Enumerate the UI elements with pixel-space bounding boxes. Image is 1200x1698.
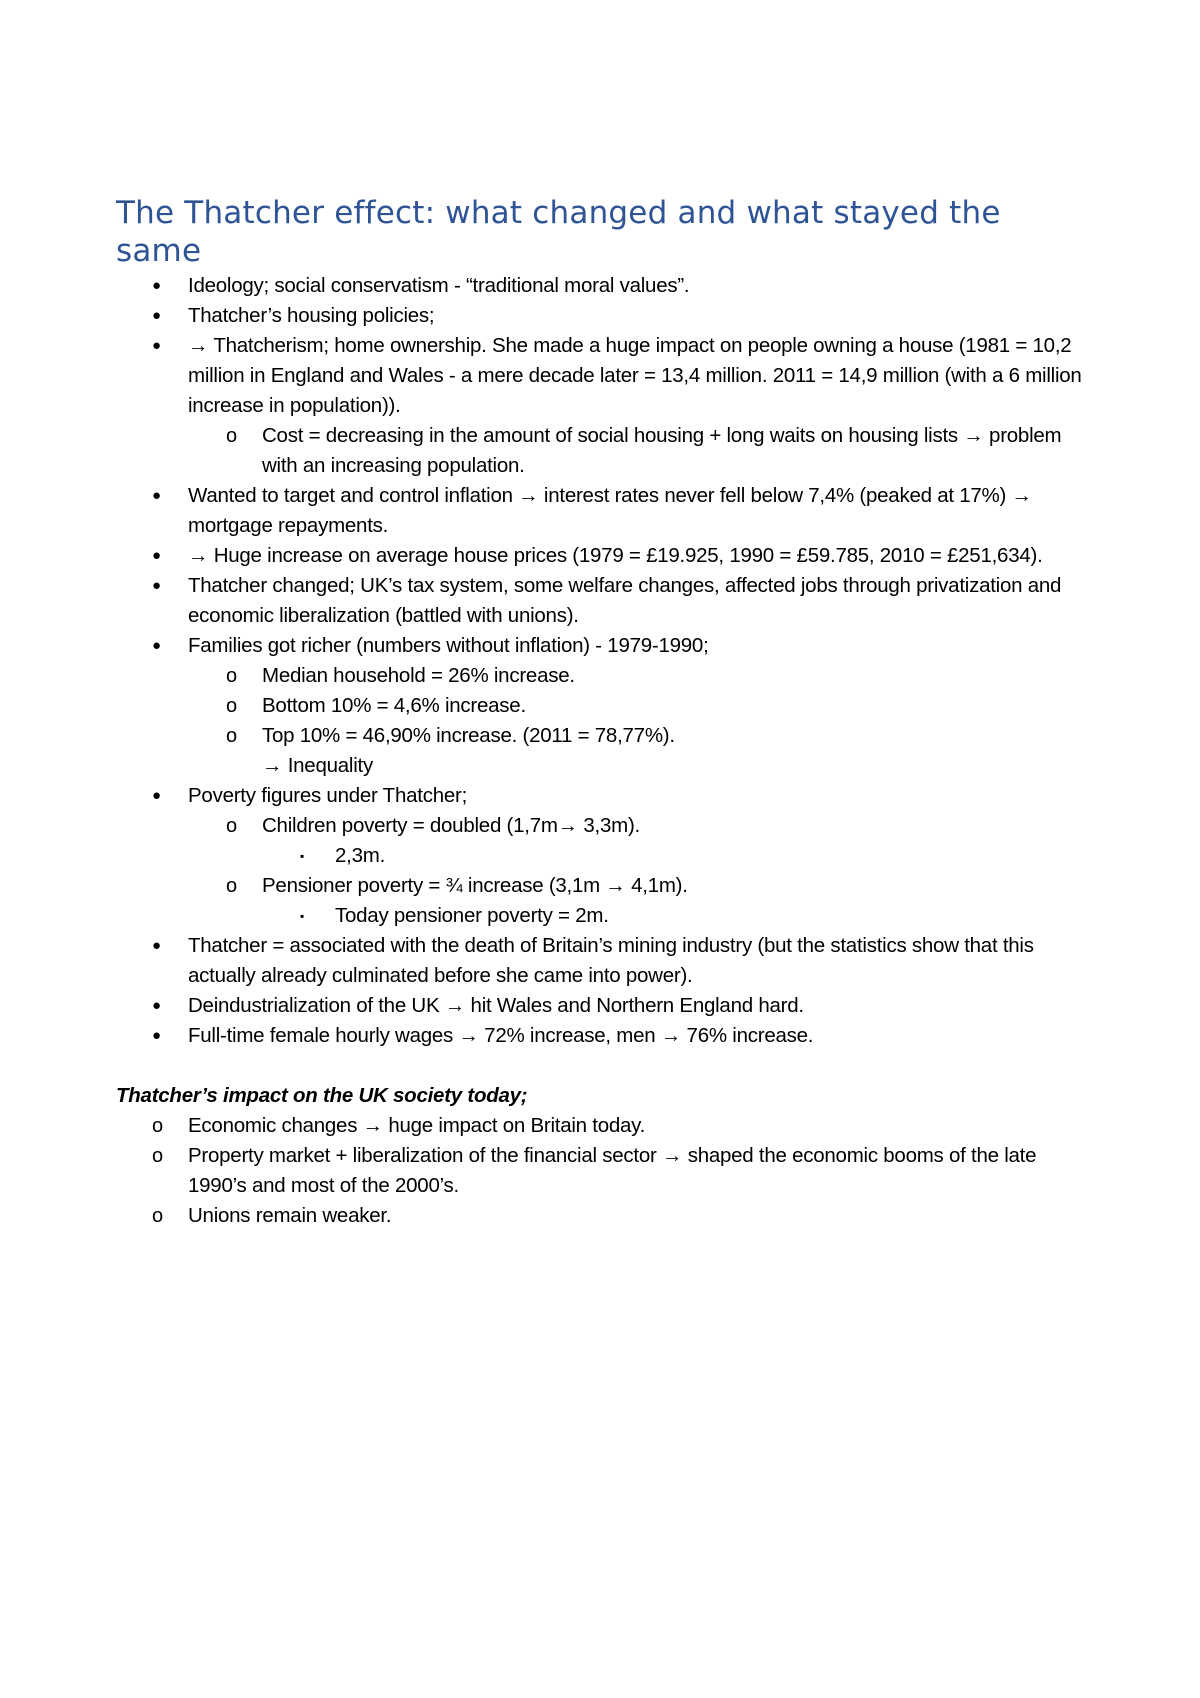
bullet-icon: ● bbox=[152, 307, 161, 324]
sub-list-item: o Pensioner poverty = ¾ increase (3,1m → 4,1m). bbox=[0, 871, 1200, 901]
list-item: ● Ideology; social conservatism - “traditional moral values”. bbox=[0, 271, 1200, 301]
sub-list-item: o Median household = 26% increase. bbox=[0, 661, 1200, 691]
sub-list-item: o Cost = decreasing in the amount of social housing + long waits on housing lists → problem with an increasing population. bbox=[0, 421, 1200, 481]
section-heading: Thatcher’s impact on the UK society today; bbox=[116, 1084, 528, 1107]
bullet-icon: ● bbox=[152, 577, 161, 594]
circle-bullet-icon: o bbox=[226, 725, 237, 747]
bullet-icon: ● bbox=[152, 487, 161, 504]
circle-bullet-icon: o bbox=[226, 815, 237, 837]
sub-list-item: o Children poverty = doubled (1,7m→ 3,3m). bbox=[0, 811, 1200, 841]
circle-bullet-icon: o bbox=[226, 425, 237, 447]
list-item: ● → Thatcherism; home ownership. She made a huge impact on people owning a house (1981 = 10,2 million in England and Wales - a mere decade later = 13,4 million. 2011 = 14,9 million (with a 6 million increase in population)). bbox=[0, 331, 1200, 421]
sub-sub-list-item: ▪ Today pensioner poverty = 2m. bbox=[0, 901, 1200, 931]
page-title: The Thatcher effect: what changed and what stayed the same bbox=[116, 195, 1001, 269]
bullet-icon: ● bbox=[152, 637, 161, 654]
bullet-icon: ● bbox=[152, 337, 161, 354]
impact-list-item: o Economic changes → huge impact on Britain today. bbox=[0, 1111, 1200, 1141]
paragraph-spacer bbox=[0, 1051, 1200, 1081]
square-bullet-icon: ▪ bbox=[300, 849, 305, 863]
bullet-icon: ● bbox=[152, 1027, 161, 1044]
list-item: ● Full-time female hourly wages → 72% increase, men → 76% increase. bbox=[0, 1021, 1200, 1051]
bullet-icon: ● bbox=[152, 787, 161, 804]
square-bullet-icon: ▪ bbox=[300, 909, 305, 923]
circle-bullet-icon: o bbox=[226, 875, 237, 897]
sub-sub-list-item: ▪ 2,3m. bbox=[0, 841, 1200, 871]
bullet-icon: ● bbox=[152, 997, 161, 1014]
bullet-icon: ● bbox=[152, 277, 161, 294]
sub-list-item: o Bottom 10% = 4,6% increase. bbox=[0, 691, 1200, 721]
list-item: ● Poverty figures under Thatcher; bbox=[0, 781, 1200, 811]
list-item: ● Families got richer (numbers without inflation) - 1979-1990; bbox=[0, 631, 1200, 661]
list-item: ● Thatcher = associated with the death of Britain’s mining industry (but the statistics show that this actually already culminated before she came into power). bbox=[0, 931, 1200, 991]
bullet-icon: ● bbox=[152, 547, 161, 564]
circle-bullet-icon: o bbox=[226, 665, 237, 687]
list-item: ● Wanted to target and control inflation → interest rates never fell below 7,4% (peaked at 17%) → mortgage repayments. bbox=[0, 481, 1200, 541]
circle-bullet-icon: o bbox=[152, 1205, 163, 1227]
list-item: ● Deindustrialization of the UK → hit Wales and Northern England hard. bbox=[0, 991, 1200, 1021]
list-item: ● → Huge increase on average house prices (1979 = £19.925, 1990 = £59.785, 2010 = £251,634). bbox=[0, 541, 1200, 571]
circle-bullet-icon: o bbox=[152, 1145, 163, 1167]
impact-list-item: o Property market + liberalization of the financial sector → shaped the economic booms of the late 1990’s and most of the 2000’s. bbox=[0, 1141, 1200, 1201]
circle-bullet-icon: o bbox=[226, 695, 237, 717]
circle-bullet-icon: o bbox=[152, 1115, 163, 1137]
list-item: ● Thatcher changed; UK’s tax system, some welfare changes, affected jobs through privatization and economic liberalization (battled with unions). bbox=[0, 571, 1200, 631]
continuation-line: → Inequality bbox=[262, 754, 373, 777]
list-item: ● Thatcher’s housing policies; bbox=[0, 301, 1200, 331]
impact-list-item: o Unions remain weaker. bbox=[0, 1201, 1200, 1231]
bullet-icon: ● bbox=[152, 937, 161, 954]
notes-body bbox=[0, 271, 1200, 1231]
sub-list-item: o Top 10% = 46,90% increase. (2011 = 78,77%). bbox=[0, 721, 1200, 751]
